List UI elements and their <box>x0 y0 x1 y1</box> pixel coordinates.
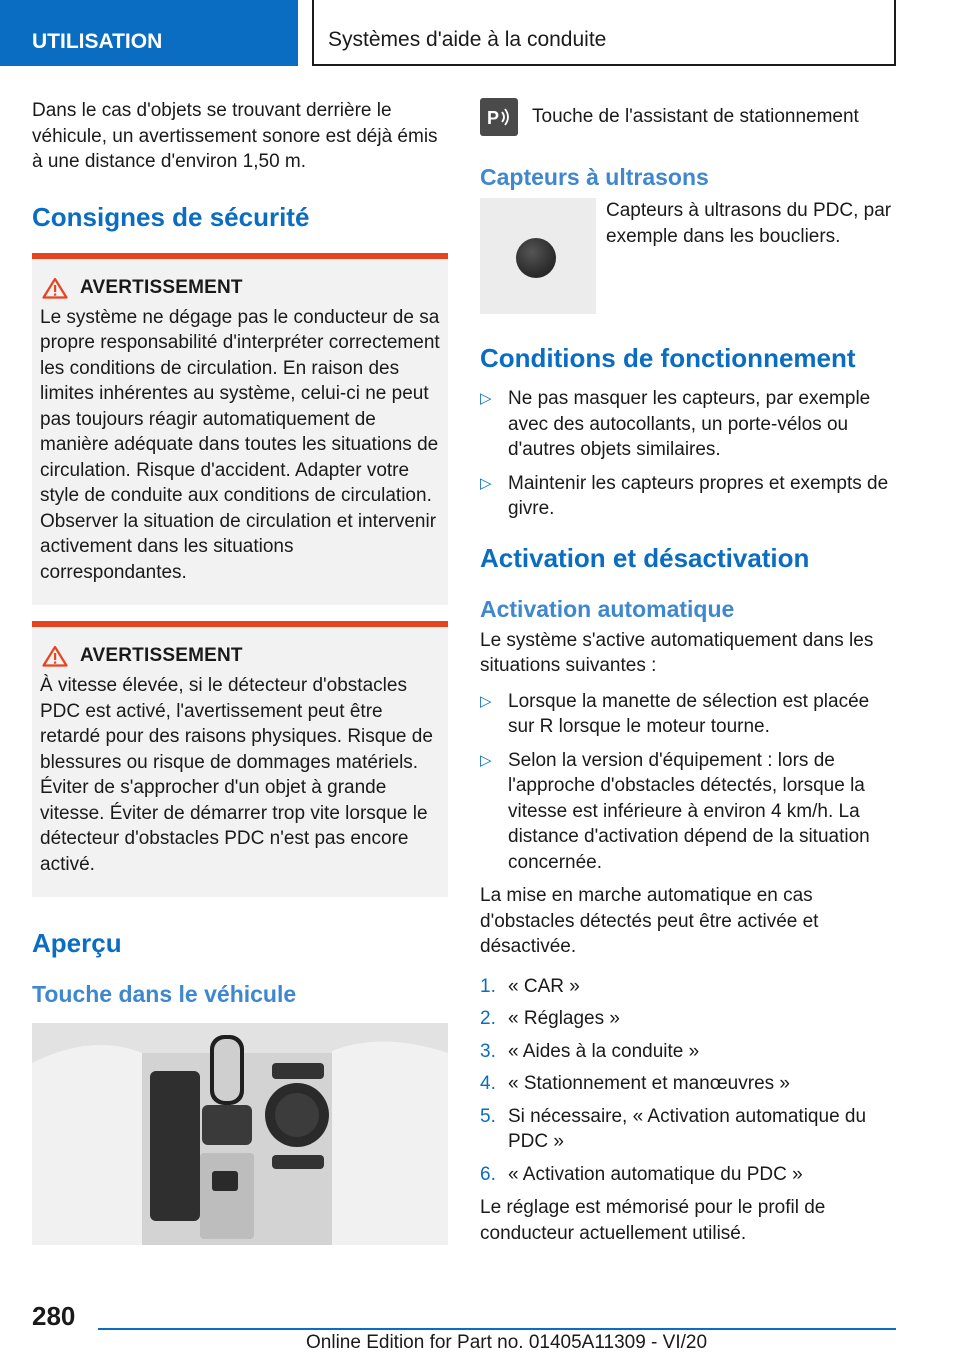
button-heading: Touche dans le véhicule <box>32 981 297 1007</box>
right-column <box>480 98 896 1256</box>
step-item: 3. « Aides à la conduite » <box>480 1040 700 1062</box>
settings-steps <box>480 974 896 1188</box>
warning-text: À vitesse élevée, si le détecteur d'obstacles PDC est activé, l'avertissement peut être retardé pour des raisons physiques. Risque de blessures ou risque de dommages matériels. Éviter de s'approcher d'un objet à grande vitesse. Éviter de démarrer trop vite lorsque le détecteur d'obstacles PDC n'est pas encore activé. <box>40 675 433 875</box>
step-item: 2. « Réglages » <box>480 1008 620 1029</box>
auto-activation-heading: Activation automatique <box>480 595 735 622</box>
parking-button-caption: Touche de l'assistant de stationnement <box>532 106 859 127</box>
parking-button-row <box>480 98 896 136</box>
warning-header <box>40 277 440 299</box>
list-item: ▷ Ne pas masquer les capteurs, par exemple avec des autocollants, un porte-vélos ou d'autres objets similaires. <box>480 388 871 460</box>
ultrasonic-sensor-image <box>480 198 596 314</box>
page-number: 280 <box>32 1301 76 1331</box>
edition-text: Online Edition for Part no. 01405A11309 - VI/20 <box>306 1332 708 1353</box>
auto-toggle-paragraph: La mise en marche automatique en cas d'obstacles détectés peut être activée et désactivée. <box>480 885 819 957</box>
conditions-heading: Conditions de fonctionnement <box>480 343 856 373</box>
step-item: 5. Si nécessaire, « Activation automatique du PDC » <box>480 1105 867 1152</box>
center-console-photo <box>32 1023 448 1245</box>
section-tab: UTILISATION <box>0 0 298 66</box>
activation-heading: Activation et désactivation <box>480 542 810 573</box>
triangle-bullet-icon: ▷ <box>480 751 492 769</box>
warning-box <box>32 253 448 606</box>
warning-text: Le système ne dégage pas le conducteur de sa propre responsabilité d'interpréter correctement les conditions de circulation. En raison des limites inhérentes au système, celui-ci ne peut pas toujours réagir automatiquement de manière adéquate dans toutes les situations de circulation. Risque d'accident. Adapter votre style de conduite aux conditions de circulation. Observer la situation de circulation et intervenir activement dans les situations correspondantes. <box>40 306 440 583</box>
sensors-caption: Capteurs à ultrasons du PDC, par exemple dans les boucliers. <box>606 200 892 247</box>
parking-assist-icon <box>480 98 518 136</box>
closing-paragraph: Le réglage est mémorisé pour le profil de conducteur actuellement utilisé. <box>480 1197 826 1244</box>
warning-title: AVERTISSEMENT <box>80 276 243 298</box>
warning-title: AVERTISSEMENT <box>80 645 243 666</box>
svg-text:P: P <box>487 108 500 128</box>
left-column <box>32 98 448 1245</box>
sensor-row <box>480 198 896 314</box>
intro-paragraph: Dans le cas d'objets se trouvant derrière le véhicule, un avertissement sonore est déjà émis à une distance d'environ 1,50 m. <box>32 100 438 172</box>
step-item: 6. « Activation automatique du PDC » <box>480 1163 803 1185</box>
ultrasonic-sensor-icon <box>516 238 556 278</box>
warning-box <box>32 621 448 897</box>
step-item: 1. « CAR » <box>480 975 580 997</box>
step-item: 4. « Stationnement et manœuvres » <box>480 1073 790 1094</box>
conditions-list <box>480 386 896 522</box>
footer-divider <box>98 1328 896 1330</box>
triangle-bullet-icon: ▷ <box>480 692 492 710</box>
triangle-bullet-icon: ▷ <box>480 390 492 407</box>
list-item: ▷ Lorsque la manette de sélection est placée sur R lorsque le moteur tourne. <box>480 690 870 737</box>
safety-heading: Consignes de sécurité <box>32 201 310 232</box>
triangle-bullet-icon: ▷ <box>480 474 492 492</box>
sensors-heading: Capteurs à ultrasons <box>480 164 709 190</box>
overview-heading: Aperçu <box>32 928 122 958</box>
list-item: ▷ Selon la version d'équipement : lors de l'approche d'obstacles détectés, lorsque la vitesse est inférieure à environ 4 km/h. La distance d'activation dépend de la situation concernée. <box>480 749 870 873</box>
auto-conditions-list <box>480 689 896 876</box>
chapter-title: Systèmes d'aide à la conduite <box>312 0 896 66</box>
warning-header <box>40 645 440 667</box>
list-item: ▷ Maintenir les capteurs propres et exempts de givre. <box>480 472 889 519</box>
auto-intro: Le système s'active automatiquement dans les situations suivantes : <box>480 629 874 676</box>
center-console-illustration <box>32 1023 448 1245</box>
page-header <box>0 0 960 66</box>
warning-triangle-icon <box>42 645 68 667</box>
warning-triangle-icon <box>42 277 68 299</box>
